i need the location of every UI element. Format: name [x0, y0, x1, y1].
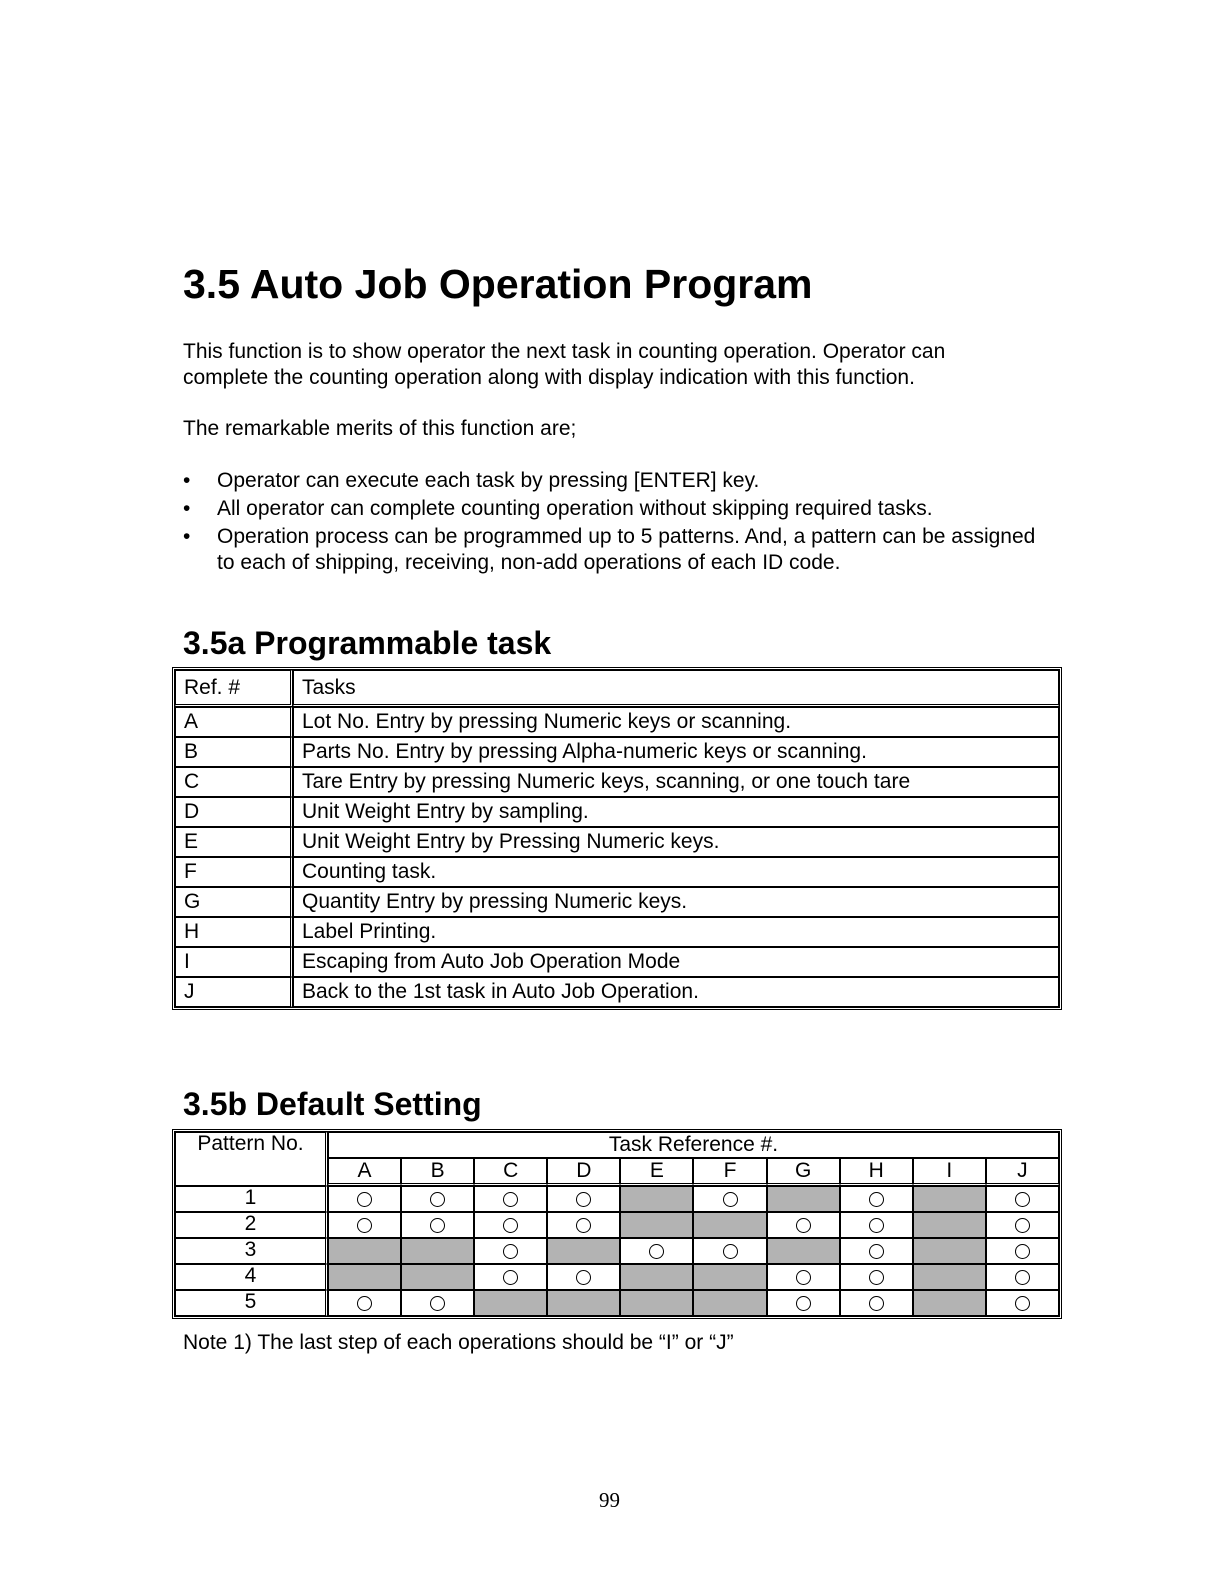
column-header-g: G [767, 1158, 840, 1186]
enabled-cell [474, 1212, 547, 1238]
pattern-number-cell: 4 [175, 1264, 328, 1290]
enabled-cell [547, 1212, 620, 1238]
enabled-cell [401, 1212, 474, 1238]
enabled-cell [986, 1264, 1059, 1290]
circle-icon [576, 1192, 591, 1207]
circle-icon [357, 1218, 372, 1233]
disabled-cell [693, 1264, 766, 1290]
enabled-cell [328, 1186, 401, 1212]
column-header-a: A [328, 1158, 401, 1186]
circle-icon [576, 1218, 591, 1233]
pattern-number-cell: 3 [175, 1238, 328, 1264]
column-header-h: H [840, 1158, 913, 1186]
enabled-cell [767, 1264, 840, 1290]
enabled-cell [547, 1186, 620, 1212]
table-row [175, 1290, 1059, 1316]
table-row [175, 1186, 1059, 1212]
circle-icon [357, 1296, 372, 1311]
circle-icon [796, 1270, 811, 1285]
table-row [175, 947, 1059, 977]
circle-icon [869, 1270, 884, 1285]
task-description-cell: Unit Weight Entry by Pressing Numeric keys. [293, 827, 1059, 857]
table-row [175, 797, 1059, 827]
circle-icon [723, 1192, 738, 1207]
header-tasks: Tasks [293, 670, 1059, 707]
circle-icon [503, 1244, 518, 1259]
circle-icon [796, 1218, 811, 1233]
header-ref: Ref. # [175, 670, 293, 707]
disabled-cell [620, 1212, 693, 1238]
enabled-cell [474, 1186, 547, 1212]
enabled-cell [328, 1212, 401, 1238]
enabled-cell [401, 1290, 474, 1316]
page-number: 99 [599, 1488, 620, 1512]
task-ref-cell: I [175, 947, 293, 977]
enabled-cell [401, 1186, 474, 1212]
circle-icon [1015, 1296, 1030, 1311]
task-description-cell: Escaping from Auto Job Operation Mode [293, 947, 1059, 977]
disabled-cell [693, 1290, 766, 1316]
pattern-number-cell: 2 [175, 1212, 328, 1238]
enabled-cell [620, 1238, 693, 1264]
circle-icon [1015, 1192, 1030, 1207]
task-ref-cell: A [175, 707, 293, 737]
column-header-e: E [620, 1158, 693, 1186]
task-ref-cell: H [175, 917, 293, 947]
task-description-cell: Unit Weight Entry by sampling. [293, 797, 1059, 827]
enabled-cell [986, 1212, 1059, 1238]
disabled-cell [913, 1186, 986, 1212]
circle-icon [503, 1192, 518, 1207]
disabled-cell [693, 1212, 766, 1238]
circle-icon [430, 1296, 445, 1311]
task-description-cell: Tare Entry by pressing Numeric keys, scanning, or one touch tare [293, 767, 1059, 797]
circle-icon [357, 1192, 372, 1207]
table-row [175, 707, 1059, 737]
enabled-cell [693, 1238, 766, 1264]
circle-icon [649, 1244, 664, 1259]
pattern-number-cell: 5 [175, 1290, 328, 1316]
table-note: Note 1) The last step of each operations should be “I” or “J” [183, 1331, 734, 1354]
task-ref-cell: J [175, 977, 293, 1007]
disabled-cell [913, 1212, 986, 1238]
enabled-cell [328, 1290, 401, 1316]
enabled-cell [840, 1264, 913, 1290]
list-item: • Operation process can be programmed up to 5 patterns. And, a pattern can be assigned to each of shipping, receiving, non-add operations of each ID code. [183, 524, 1043, 576]
enabled-cell [547, 1264, 620, 1290]
disabled-cell [620, 1264, 693, 1290]
enabled-cell [767, 1290, 840, 1316]
enabled-cell [840, 1186, 913, 1212]
enabled-cell [474, 1238, 547, 1264]
pattern-no-header: Pattern No. [175, 1132, 328, 1186]
table-row [175, 1264, 1059, 1290]
disabled-cell [401, 1238, 474, 1264]
table-row [175, 977, 1059, 1007]
column-header-i: I [913, 1158, 986, 1186]
enabled-cell [767, 1212, 840, 1238]
pattern-number-cell: 1 [175, 1186, 328, 1212]
table-row [175, 887, 1059, 917]
disabled-cell [547, 1238, 620, 1264]
task-description-cell: Lot No. Entry by pressing Numeric keys or scanning. [293, 707, 1059, 737]
column-header-b: B [401, 1158, 474, 1186]
column-header-j: J [986, 1158, 1059, 1186]
circle-icon [723, 1244, 738, 1259]
circle-icon [869, 1218, 884, 1233]
disabled-cell [328, 1238, 401, 1264]
task-ref-cell: F [175, 857, 293, 887]
disabled-cell [474, 1290, 547, 1316]
circle-icon [576, 1270, 591, 1285]
disabled-cell [913, 1264, 986, 1290]
merits-list [183, 468, 1043, 578]
task-description-cell: Quantity Entry by pressing Numeric keys. [293, 887, 1059, 917]
page-title: 3.5 Auto Job Operation Program [183, 261, 813, 307]
enabled-cell [840, 1212, 913, 1238]
circle-icon [1015, 1244, 1030, 1259]
task-ref-cell: D [175, 797, 293, 827]
task-description-cell: Label Printing. [293, 917, 1059, 947]
task-ref-cell: E [175, 827, 293, 857]
enabled-cell [693, 1186, 766, 1212]
matrix-header-row [175, 1132, 1059, 1158]
circle-icon [1015, 1218, 1030, 1233]
disabled-cell [401, 1264, 474, 1290]
disabled-cell [547, 1290, 620, 1316]
task-ref-cell: B [175, 737, 293, 767]
default-setting-table [172, 1129, 1062, 1319]
task-description-cell: Parts No. Entry by pressing Alpha-numeric keys or scanning. [293, 737, 1059, 767]
list-item: • Operator can execute each task by pressing [ENTER] key. [183, 468, 1043, 494]
table-row [175, 1212, 1059, 1238]
circle-icon [430, 1192, 445, 1207]
merits-lead: The remarkable merits of this function are; [183, 417, 577, 440]
column-header-d: D [547, 1158, 620, 1186]
task-ref-cell: G [175, 887, 293, 917]
enabled-cell [986, 1290, 1059, 1316]
intro-paragraph: This function is to show operator the next task in counting operation. Operator can complete the counting operation along with display indication with this function. [183, 340, 946, 389]
disabled-cell [767, 1238, 840, 1264]
table-header-row [175, 670, 1059, 707]
disabled-cell [913, 1238, 986, 1264]
table-row [175, 827, 1059, 857]
task-description-cell: Back to the 1st task in Auto Job Operation. [293, 977, 1059, 1007]
section-b-heading: 3.5b Default Setting [183, 1086, 482, 1122]
disabled-cell [620, 1186, 693, 1212]
task-ref-cell: C [175, 767, 293, 797]
disabled-cell [767, 1186, 840, 1212]
enabled-cell [986, 1186, 1059, 1212]
circle-icon [1015, 1270, 1030, 1285]
table-row [175, 1238, 1059, 1264]
enabled-cell [986, 1238, 1059, 1264]
circle-icon [796, 1296, 811, 1311]
disabled-cell [328, 1264, 401, 1290]
table-row [175, 857, 1059, 887]
circle-icon [503, 1218, 518, 1233]
task-reference-header: Task Reference #. [328, 1132, 1059, 1158]
circle-icon [869, 1192, 884, 1207]
column-header-c: C [474, 1158, 547, 1186]
section-a-heading: 3.5a Programmable task [183, 625, 552, 661]
task-description-cell: Counting task. [293, 857, 1059, 887]
programmable-task-table [172, 667, 1062, 1010]
table-row [175, 917, 1059, 947]
table-row [175, 737, 1059, 767]
disabled-cell [620, 1290, 693, 1316]
enabled-cell [840, 1290, 913, 1316]
enabled-cell [840, 1238, 913, 1264]
table-row [175, 767, 1059, 797]
circle-icon [869, 1296, 884, 1311]
disabled-cell [913, 1290, 986, 1316]
circle-icon [430, 1218, 445, 1233]
circle-icon [503, 1270, 518, 1285]
column-header-f: F [693, 1158, 766, 1186]
circle-icon [869, 1244, 884, 1259]
enabled-cell [474, 1264, 547, 1290]
list-item: • All operator can complete counting operation without skipping required tasks. [183, 496, 1043, 522]
